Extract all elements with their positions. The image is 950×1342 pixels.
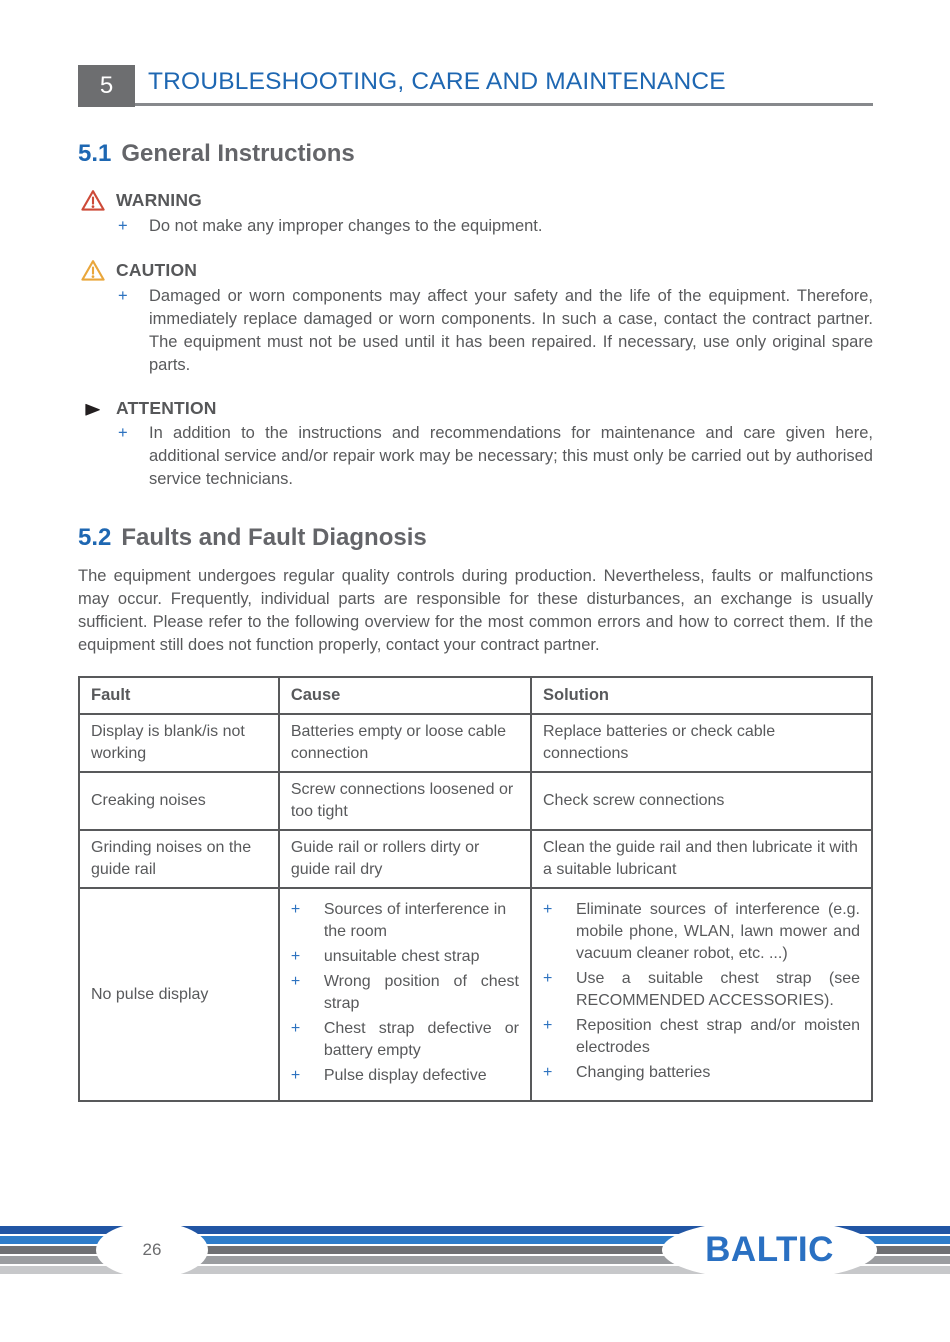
list-item (118, 215, 873, 238)
list-item (118, 422, 873, 491)
solution-item-text: Changing batteries (576, 1064, 711, 1081)
cause-cell: Batteries empty or loose cable connection (279, 714, 531, 772)
table-row (79, 888, 872, 1101)
column-header-solution: Solution (531, 677, 872, 714)
table-row (79, 830, 872, 888)
notice-warning-label: WARNING (116, 190, 202, 210)
page-content (78, 0, 873, 1102)
plus-bullet: + (290, 1020, 301, 1037)
cause-cell: Guide rail or rollers dirty or guide rail dry (279, 830, 531, 888)
table-row (79, 772, 872, 830)
section-title: General Instructions (121, 140, 355, 167)
cause-item-text: unsuitable chest strap (323, 948, 480, 965)
solution-cell: Clean the guide rail and then lubricate it with a suitable lubricant (531, 830, 872, 888)
list-item (543, 1062, 860, 1084)
notice-caution-head (78, 259, 873, 282)
plus-bullet: + (290, 948, 301, 965)
table-header-row (79, 677, 872, 714)
section-number: 5.2 (78, 524, 112, 551)
list-item (543, 968, 860, 1012)
plus-bullet: + (543, 970, 553, 987)
warning-triangle-red-icon (81, 189, 105, 212)
chapter-header (78, 65, 873, 107)
chapter-number-box (78, 65, 135, 107)
fault-cell: Grinding noises on the guide rail (79, 830, 279, 888)
list-item (291, 1065, 519, 1087)
section-number: 5.1 (78, 140, 112, 167)
section-title: Faults and Fault Diagnosis (121, 524, 427, 551)
list-item (291, 899, 519, 943)
brand-logo-text: BALTIC (705, 1230, 834, 1269)
notice-item-text: Damaged or worn components may affect your safety and the life of the equipment. Therefore, immediately replace damaged or worn components. In such a case, contact the contract partner. The equipment must not be used until it has been repaired. If necessary, use only original spare parts. (149, 287, 873, 374)
plus-bullet: + (290, 901, 301, 918)
solution-item-text: Eliminate sources of interference (e.g. mobile phone, WLAN, lawn mower and vacuum cleaner robot, etc. ...) (576, 901, 860, 962)
cause-cell: Screw connections loosened or too tight (279, 772, 531, 830)
list-item (291, 1018, 519, 1062)
page-number: 26 (142, 1240, 162, 1259)
plus-bullet: + (543, 1064, 553, 1081)
notice-item-text: In addition to the instructions and recommendations for maintenance and care given here, additional service and/or repair work may be necessary; this must only be carried out by authorised service technicians. (149, 424, 873, 488)
plus-bullet: + (290, 973, 301, 990)
chapter-title: TROUBLESHOOTING, CARE AND MAINTENANCE (148, 68, 726, 95)
notice-warning-head (78, 189, 873, 212)
notice-caution (78, 259, 873, 377)
cause-item-text: Wrong position of chest strap (323, 973, 519, 1012)
chapter-rule-divider (135, 103, 873, 106)
cause-item-text: Sources of interference in the room (323, 901, 507, 940)
solution-cell: Check screw connections (531, 772, 872, 830)
list-item (543, 899, 860, 965)
notice-attention-items (78, 422, 873, 491)
solution-cell (531, 888, 872, 1101)
list-item (291, 946, 519, 968)
chapter-number: 5 (99, 72, 114, 99)
notice-warning-items (78, 215, 873, 238)
section-intro-paragraph: The equipment undergoes regular quality controls during production. Nevertheless, faults or malfunctions may occur. Frequently, individual parts are responsible for these disturbances, an exchange is usually sufficient. Please refer to the following overview for the most common errors and how to correct them. If the equipment still does not function properly, contact your contract partner. (78, 567, 873, 654)
list-item (291, 971, 519, 1015)
notice-caution-label: CAUTION (116, 260, 198, 280)
brand-logo-oval (662, 1220, 877, 1280)
column-header-fault: Fault (79, 677, 279, 714)
notice-attention-label: ATTENTION (116, 398, 217, 418)
solution-cell: Replace batteries or check cable connections (531, 714, 872, 772)
list-item (543, 1015, 860, 1059)
solution-item-text: Reposition chest strap and/or moisten electrodes (576, 1017, 860, 1056)
section-heading-5-1 (78, 140, 873, 168)
section-heading-5-2 (78, 524, 873, 552)
notice-item-text: Do not make any improper changes to the equipment. (149, 217, 543, 235)
notice-attention-head (78, 398, 873, 419)
solution-item-text: Use a suitable chest strap (see RECOMMENDED ACCESSORIES). (576, 970, 860, 1009)
cause-cell (279, 888, 531, 1101)
page-number-oval (96, 1222, 208, 1278)
column-header-cause: Cause (279, 677, 531, 714)
cause-item-text: Chest strap defective or battery empty (323, 1020, 519, 1059)
fault-diagnosis-table (78, 676, 873, 1102)
notice-caution-items (78, 285, 873, 377)
fault-cell: Creaking noises (79, 772, 279, 830)
warning-triangle-orange-icon (81, 259, 105, 282)
table-row (79, 714, 872, 772)
plus-bullet: + (118, 217, 128, 235)
plus-bullet: + (543, 901, 553, 918)
fault-cell: Display is blank/is not working (79, 714, 279, 772)
plus-bullet: + (290, 1067, 301, 1084)
list-item (118, 285, 873, 377)
plus-bullet: + (118, 287, 128, 305)
fault-cell: No pulse display (79, 888, 279, 1101)
cause-item-text: Pulse display defective (323, 1067, 487, 1084)
plus-bullet: + (118, 424, 128, 442)
arrow-right-black-icon (81, 401, 105, 419)
notice-attention (78, 398, 873, 491)
page-footer (0, 1226, 950, 1274)
plus-bullet: + (543, 1017, 553, 1034)
notice-warning (78, 189, 873, 238)
